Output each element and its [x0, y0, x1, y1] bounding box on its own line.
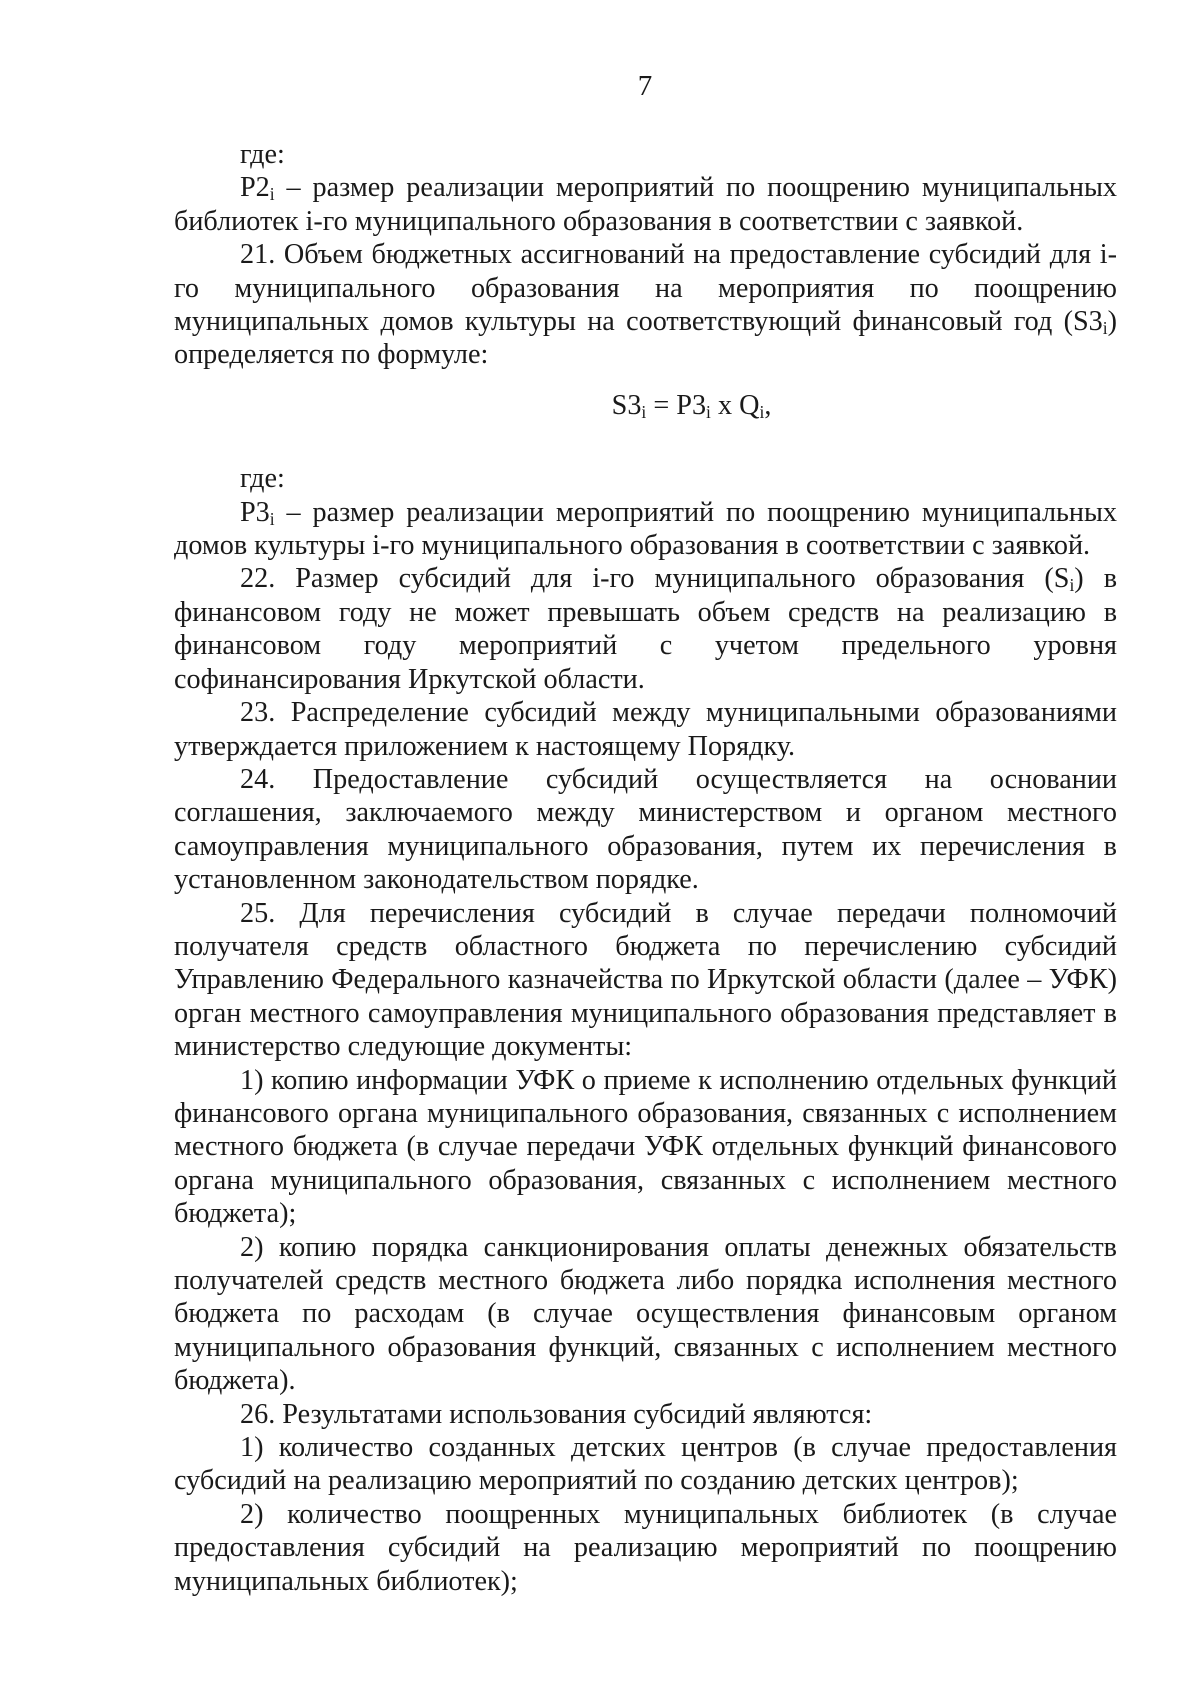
paragraph-22-text: 22. Размер субсидий для i-го муниципального образования (S [240, 563, 1070, 595]
p3-subscript: i [269, 508, 275, 529]
paragraph-22-tail: ) в финансовом году не может превышать объем средств на реализацию в финансовом году мероприятий с учетом предельного уровня софинансирования Иркутской области. [174, 563, 1118, 695]
p3-definition [174, 496, 1117, 563]
paragraph-25-item-1: 1) копию информации УФК о приеме к исполнению отдельных функций финансового органа муниципального образования, связанных с исполнением местного бюджета (в случае передачи УФК отдельных функций финансового органа муниципального образования, связанных с исполнением местного бюджета); [174, 1064, 1117, 1230]
p2-symbol: P2 [240, 172, 270, 204]
formula-s3 [174, 389, 1117, 422]
paragraph-21 [174, 238, 1117, 372]
paragraph-26-item-1: 1) количество созданных детских центров (в случае предоставления субсидий на реализацию мероприятий по созданию детских центров); [174, 1432, 1117, 1497]
formula-p3: = P3 [646, 389, 707, 421]
page-number: 7 [637, 70, 653, 102]
paragraph-21-text: 21. Объем бюджетных ассигнований на предоставление субсидий для i-го муниципального образования на мероприятия по поощрению муниципальных домов культуры на соответствующий финансовый год (S3 [174, 239, 1117, 338]
document-body [174, 138, 1117, 1598]
paragraph-21-tail: ) определяется по формуле: [174, 306, 1117, 371]
paragraph-23: 23. Распределение субсидий между муниципальными образованиями утверждается приложением к настоящему Порядку. [174, 697, 1117, 762]
p3-symbol: P3 [240, 496, 270, 528]
p2-definition [174, 171, 1117, 238]
p2-definition-text: – размер реализации мероприятий по поощрению муниципальных библиотек i-го муниципального образования в соответствии с заявкой. [174, 172, 1117, 237]
paragraph-25: 25. Для перечисления субсидий в случае передачи полномочий получателя средств областного бюджета по перечислению субсидий Управлению Федерального казначейства по Иркутской области (далее – УФК) орган местного самоуправления муниципального образования представляет в министерство следующие документы: [174, 897, 1117, 1063]
paragraph-25-item-2: 2) копию порядка санкционирования оплаты денежных обязательств получателей средств местного бюджета либо порядка исполнения местного бюджета по расходам (в случае осуществления финансовым органом муниципального образования функций, связанных с исполнением местного бюджета). [174, 1231, 1117, 1397]
formula-q: x Q [710, 389, 760, 421]
formula-p3-subscript: i [706, 401, 711, 422]
paragraph-24: 24. Предоставление субсидий осуществляется на основании соглашения, заключаемого между министерством и органом местного самоуправления муниципального образования, путем их перечисления в установленном законодательством порядке. [174, 763, 1117, 896]
paragraph-21-subscript: i [1102, 317, 1108, 338]
where-label-1: где: [240, 139, 285, 170]
formula-lhs-subscript: i [641, 401, 647, 422]
paragraph-22-subscript: i [1069, 575, 1075, 596]
p3-definition-text: – размер реализации мероприятий по поощрению муниципальных домов культуры i-го муниципального образования в соответствии с заявкой. [174, 496, 1117, 562]
formula-end: , [764, 389, 772, 421]
where-label-2: где: [240, 463, 285, 495]
paragraph-26: 26. Результатами использования субсидий являются: [240, 1398, 873, 1430]
paragraph-22 [174, 562, 1117, 696]
formula-lhs: S3 [611, 389, 642, 421]
formula-q-subscript: i [759, 401, 765, 422]
p2-subscript: i [269, 184, 275, 205]
paragraph-26-item-2: 2) количество поощренных муниципальных библиотек (в случае предоставления субсидий на реализацию мероприятий по поощрению муниципальных библиотек); [174, 1498, 1117, 1597]
